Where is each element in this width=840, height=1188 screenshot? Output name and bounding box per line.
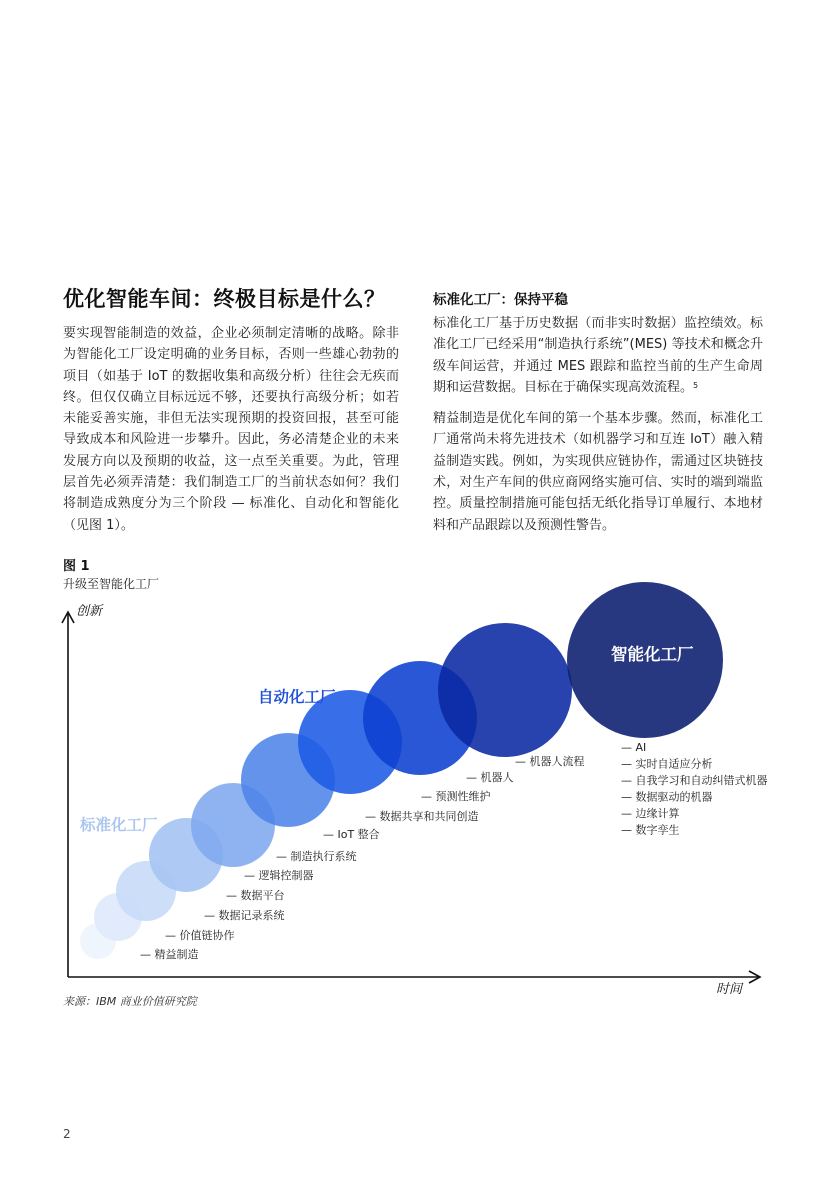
figure-title: 升级至智能化工厂	[63, 577, 160, 591]
smart-item-label: — 数据驱动的机器	[621, 790, 713, 804]
smart-item-label: — 实时自适应分析	[621, 757, 713, 771]
stage-item-label: — 数据记录系统	[204, 909, 285, 922]
stage-item-label: — 机器人	[466, 771, 514, 784]
stage-item-label: — IoT 整合	[323, 828, 380, 841]
smart-item-label: — 边缘计算	[621, 807, 680, 820]
right-paragraph-1-text: 标准化工厂基于历史数据（而非实时数据）监控绩效。标准化工厂已经采用“制造执行系统”(MES) 等技术和概念升级车间运营，并通过 MES 跟踪和监控当前的生产生命周期和运营数据。目标在于确保实现高效流程。	[433, 316, 763, 395]
stage-item-label: — 数据共享和共同创造	[365, 810, 479, 823]
x-axis-label: 时间	[716, 982, 743, 997]
article-heading: 优化智能车间：终极目标是什么？	[63, 287, 386, 311]
stage-label-smart: 智能化工厂	[611, 645, 694, 664]
right-paragraph-2: 精益制造是优化车间的第一个基本步骤。然而，标准化工厂通常尚未将先进技术（如机器学习和互连 IoT）融入精益制造实践。例如，为实现供应链协作，需通过区块链技术，对生产车间的供应商网络实施可信、实时的端到端监控。质量控制措施可能包括无纸化指导订单履行、本地材料和产品跟踪以及预测性警告。	[433, 411, 763, 533]
stage-item-label: — 逻辑控制器	[244, 869, 314, 882]
section-heading: 标准化工厂：保持平稳	[433, 292, 568, 308]
left-paragraph: 要实现智能制造的效益，企业必须制定清晰的战略。除非为智能化工厂设定明确的业务目标，否则一些雄心勃勃的项目（如基于 IoT 的数据收集和高级分析）往往会无疾而终。但仅仅确立目标远远不够，还要执行高级分析；如若未能妥善实施，非但无法实现预期的投资回报，甚至可能导致成本和风险进一步攀升。因此，务必清楚企业的未来发展方向以及预期的收益，这一点至关重要。为此，管理层首先必须弄清楚：我们制造工厂的当前状态如何？我们将制造成熟度分为三个阶段 — 标准化、自动化和智能化（见图 1）。	[63, 326, 399, 533]
maturity-circles	[80, 582, 723, 959]
stage-item-label: — 制造执行系统	[276, 850, 357, 863]
smart-item-list	[621, 741, 768, 837]
stage-item-label: — 机器人流程	[515, 755, 585, 768]
smart-item-label: — AI	[621, 741, 647, 754]
figure-label: 图 1	[63, 559, 90, 574]
figure-source: 来源：IBM 商业价值研究院	[63, 995, 197, 1008]
stage-item-label: — 预测性维护	[421, 790, 491, 803]
stage-item-label: — 数据平台	[226, 889, 285, 902]
smart-item-label: — 自我学习和自动纠错式机器	[621, 774, 768, 787]
footnote-ref: 5	[693, 380, 699, 390]
stage-item-label: — 价值链协作	[165, 929, 235, 942]
stage-label-standard: 标准化工厂	[80, 816, 158, 834]
stage-item-label: — 精益制造	[140, 948, 199, 961]
y-axis-label: 创新	[76, 604, 103, 619]
maturity-circle	[438, 623, 572, 757]
smart-item-label: — 数字孪生	[621, 823, 680, 837]
stage-label-automated: 自动化工厂	[258, 688, 336, 706]
page-number: 2	[63, 1127, 71, 1141]
